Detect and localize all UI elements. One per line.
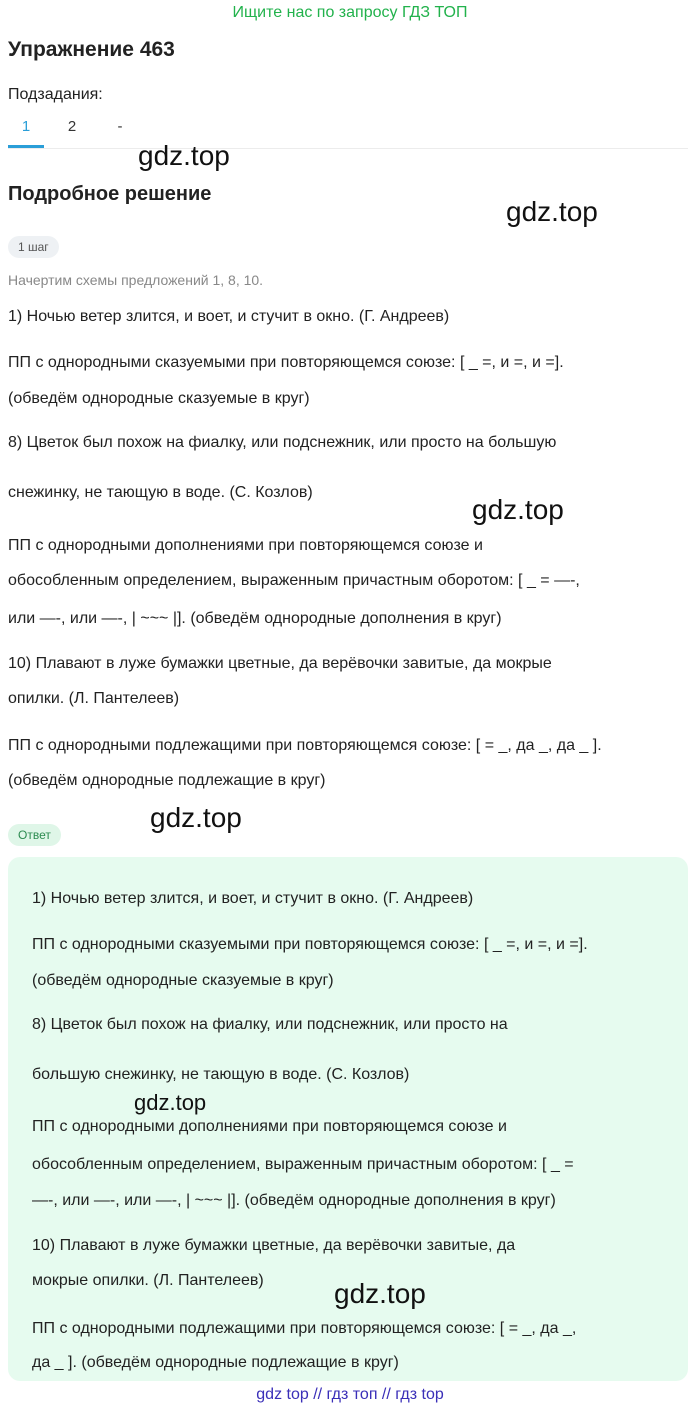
subtasks-label: Подзадания: xyxy=(8,86,103,103)
answer-10-scheme-2: да _ ]. (обведём однородные подлежащие в круг) xyxy=(32,1354,399,1371)
answer-8-scheme-2: обособленным определением, выраженным причастным оборотом: [ _ = xyxy=(32,1156,574,1173)
watermark: gdz.top xyxy=(138,140,230,171)
tab-2[interactable]: 2 xyxy=(67,118,77,135)
answer-8-line-2: большую снежинку, не тающую в воде. (С. Козлов) xyxy=(32,1066,410,1083)
answer-8-scheme-3: —-, или —-, или —-, | ~~~ |]. (обведём однородные дополнения в круг) xyxy=(32,1192,556,1209)
answer-1-scheme: ПП с однородными сказуемыми при повторяющемся союзе: [ _ =, и =, и =]. xyxy=(32,936,588,953)
answer-8-scheme-1: ПП с однородными дополнениями при повторяющемся союзе и xyxy=(32,1118,507,1135)
sentence-8-scheme-3: или —-, или —-, | ~~~ |]. (обведём однородные дополнения в круг) xyxy=(8,610,502,627)
watermark: gdz.top xyxy=(150,802,242,833)
sentence-10-scheme: ПП с однородными подлежащими при повторяющемся союзе: [ = _, да _, да _ ]. xyxy=(8,737,602,754)
footer-links[interactable]: gdz top // гдз топ // гдз top xyxy=(256,1386,444,1403)
sentence-10-line-1: 10) Плавают в луже бумажки цветные, да верёвочки завитые, да мокрые xyxy=(8,655,552,672)
step-badge: 1 шаг xyxy=(8,236,59,258)
page-title: Упражнение 463 xyxy=(8,38,175,61)
sentence-1-note: (обведём однородные сказуемые в круг) xyxy=(8,390,310,407)
sentence-8-line-1: 8) Цветок был похож на фиалку, или подснежник, или просто на большую xyxy=(8,434,557,451)
tab-1[interactable]: 1 xyxy=(21,118,31,135)
answer-badge: Ответ xyxy=(8,824,61,846)
sentence-8-scheme-2: обособленным определением, выраженным причастным оборотом: [ _ = —-, xyxy=(8,572,580,589)
answer-10-line-2: мокрые опилки. (Л. Пантелеев) xyxy=(32,1272,264,1289)
answer-10-scheme-1: ПП с однородными подлежащими при повторяющемся союзе: [ = _, да _, xyxy=(32,1320,577,1337)
sentence-1: 1) Ночью ветер злится, и воет, и стучит в окно. (Г. Андреев) xyxy=(8,308,450,325)
sentence-10-line-2: опилки. (Л. Пантелеев) xyxy=(8,690,180,707)
answer-1: 1) Ночью ветер злится, и воет, и стучит в окно. (Г. Андреев) xyxy=(32,890,474,907)
step-note: Начертим схемы предложений 1, 8, 10. xyxy=(8,272,264,288)
sentence-1-scheme: ПП с однородными сказуемыми при повторяющемся союзе: [ _ =, и =, и =]. xyxy=(8,354,564,371)
answer-8-line-1: 8) Цветок был похож на фиалку, или подснежник, или просто на xyxy=(32,1016,508,1033)
watermark: gdz.top xyxy=(506,196,598,227)
subtask-tabs xyxy=(8,112,688,149)
answer-1-note: (обведём однородные сказуемые в круг) xyxy=(32,972,334,989)
watermark: gdz.top xyxy=(134,1090,207,1115)
answer-10-line-1: 10) Плавают в луже бумажки цветные, да верёвочки завитые, да xyxy=(32,1237,516,1254)
promo-banner[interactable]: Ищите нас по запросу ГДЗ ТОП xyxy=(232,4,468,21)
tab-dash[interactable]: - xyxy=(117,118,123,135)
sentence-8-line-2: снежинку, не тающую в воде. (С. Козлов) xyxy=(8,484,313,501)
sentence-10-note: (обведём однородные подлежащие в круг) xyxy=(8,772,326,789)
active-tab-indicator xyxy=(8,145,44,148)
watermark: gdz.top xyxy=(334,1278,426,1309)
watermark: gdz.top xyxy=(472,494,564,525)
section-title: Подробное решение xyxy=(8,183,212,205)
sentence-8-scheme-1: ПП с однородными дополнениями при повторяющемся союзе и xyxy=(8,537,483,554)
